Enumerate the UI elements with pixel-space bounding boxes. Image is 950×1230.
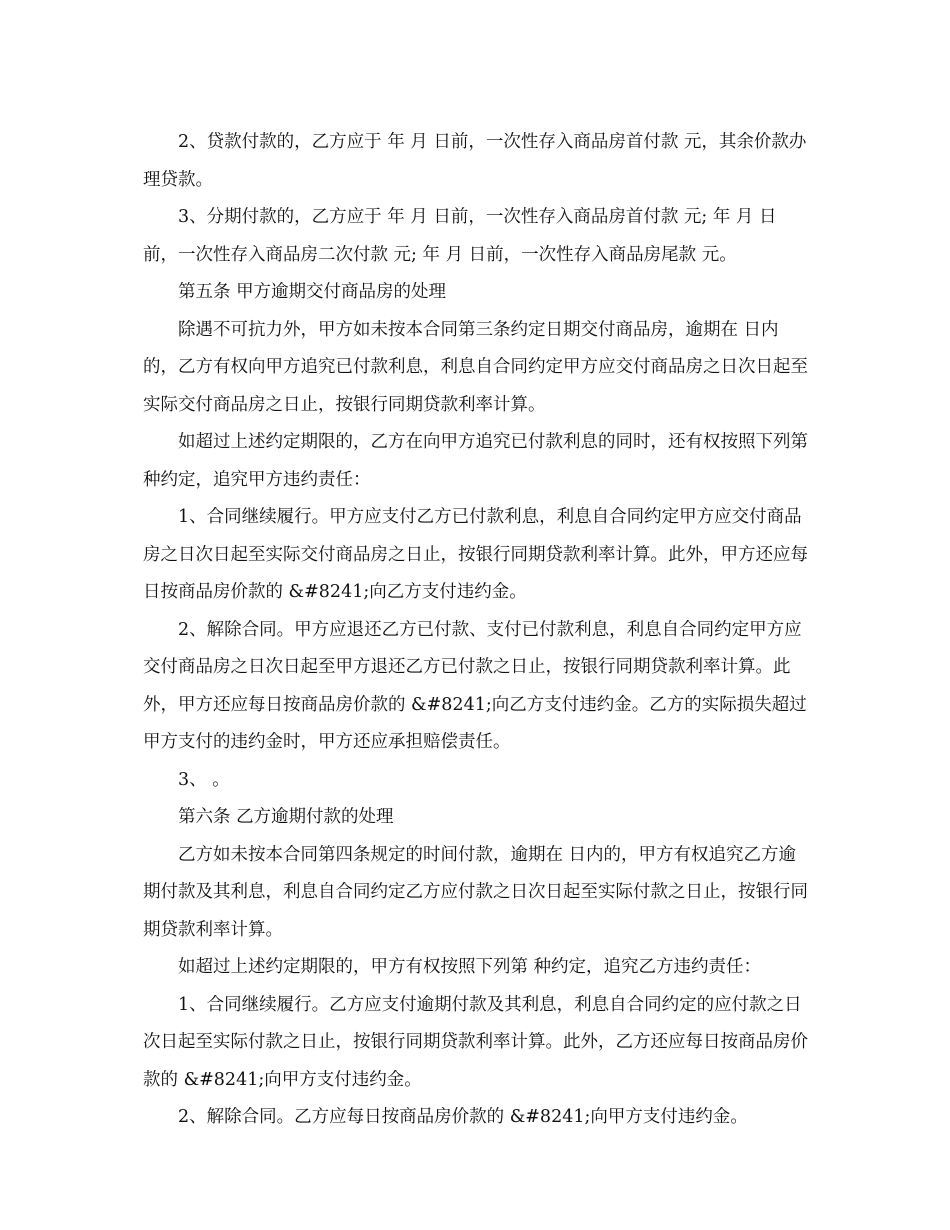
- paragraph-seller-continue-contract: 1、合同继续履行。甲方应支付乙方已付款利息，利息自合同约定甲方应交付商品房之日次日起至实际交付商品房之日止，按银行同期贷款利率计算。此外，甲方还应每日按商品房价款的 &#8241;向乙方支付违约金。: [143, 507, 808, 602]
- paragraph-seller-terminate-contract: 2、解除合同。甲方应退还乙方已付款、支付已付款利息，利息自合同约定甲方应交付商品房之日次日起至甲方退还乙方已付款之日止，按银行同期贷款利率计算。此外，甲方还应每日按商品房价款的 &#8241;向乙方支付违约金。乙方的实际损失超过甲方支付的违约金时，甲方还应承担赔偿责任。: [143, 619, 807, 752]
- paragraph-buyer-late-payment: 乙方如未按本合同第四条规定的时间付款，逾期在 日内的，甲方有权追究乙方逾期付款及其利息，利息自合同约定乙方应付款之日次日起至实际付款之日止，按银行同期贷款利率计算。: [143, 844, 808, 940]
- paragraph-buyer-terminate-contract: 2、解除合同。乙方应每日按商品房价款的 &#8241;向甲方支付违约金。: [178, 1107, 748, 1127]
- paragraph-buyer-overdue-beyond-term: 如超过上述约定期限的，甲方有权按照下列第 种约定，追究乙方违约责任：: [178, 957, 762, 977]
- paragraph-loan-payment: 2、贷款付款的，乙方应于 年 月 日前，一次性存入商品房首付款 元，其余价款办理贷款。: [143, 132, 807, 190]
- article-6-heading: 第六条 乙方逾期付款的处理: [178, 807, 394, 827]
- document-body: [143, 124, 809, 1137]
- paragraph-installment-payment: 3、分期付款的，乙方应于 年 月 日前，一次性存入商品房首付款 元; 年 月 日前，一次性存入商品房二次付款 元; 年 月 日前，一次性存入商品房尾款 元。: [143, 207, 777, 265]
- paragraph-buyer-continue-contract: 1、合同继续履行。乙方应支付逾期付款及其利息，利息自合同约定的应付款之日次日起至实际付款之日止，按银行同期贷款利率计算。此外，乙方还应每日按商品房价款的 &#8241;向甲方支付违约金。: [143, 994, 808, 1090]
- paragraph-seller-other: 3、 。: [178, 769, 230, 790]
- article-5-heading: 第五条 甲方逾期交付商品房的处理: [178, 282, 447, 302]
- paragraph-seller-late-delivery: 除遇不可抗力外，甲方如未按本合同第三条约定日期交付商品房，逾期在 日内的，乙方有权向甲方追究已付款利息，利息自合同约定甲方应交付商品房之日次日起至实际交付商品房之日止，按银行同期贷款利率计算。: [143, 319, 808, 415]
- paragraph-seller-overdue-beyond-term: 如超过上述约定期限的，乙方在向甲方追究已付款利息的同时，还有权按照下列第 种约定，追究甲方违约责任：: [143, 432, 808, 490]
